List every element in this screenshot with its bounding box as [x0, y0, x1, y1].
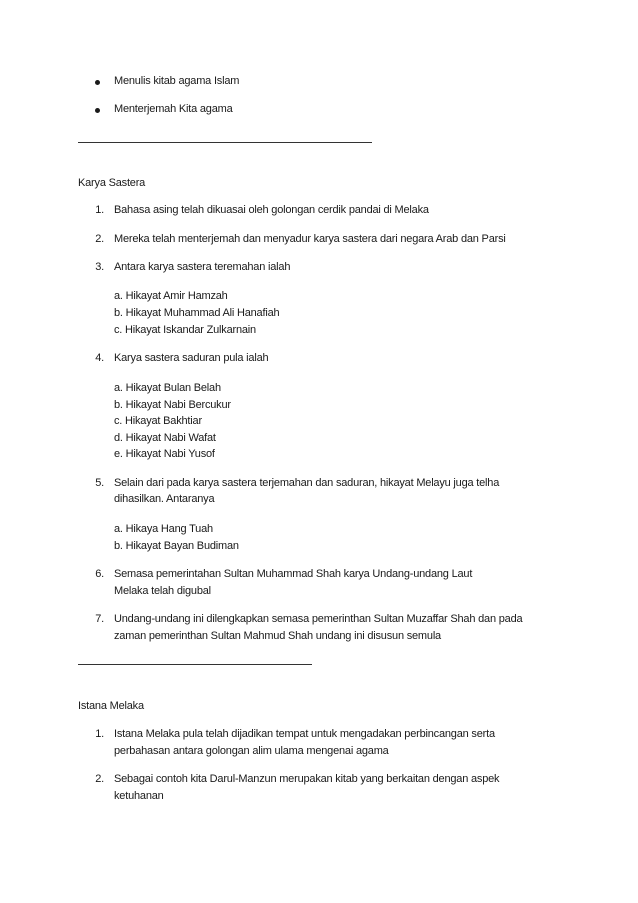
- item-number: 7.: [95, 613, 104, 625]
- item-text: perbahasan antara golongan alim ulama mengenai agama: [114, 745, 389, 757]
- item-number: 6.: [95, 568, 104, 580]
- separator-line: [78, 142, 372, 143]
- section-heading: Karya Sastera: [78, 177, 146, 189]
- item-text: Karya sastera saduran pula ialah: [114, 352, 269, 364]
- sub-item: b. Hikayat Bayan Budiman: [114, 540, 239, 552]
- item-text: ketuhanan: [114, 790, 164, 802]
- item-text: Melaka telah digubal: [114, 585, 211, 597]
- item-number: 2.: [95, 233, 104, 245]
- bullet-text: Menulis kitab agama Islam: [114, 75, 240, 87]
- item-text: Antara karya sastera teremahan ialah: [114, 261, 291, 273]
- item-text: Mereka telah menterjemah dan menyadur karya sastera dari negara Arab dan Parsi: [114, 233, 506, 245]
- item-number: 3.: [95, 261, 104, 273]
- bullet-marker: [95, 80, 100, 85]
- item-number: 5.: [95, 477, 104, 489]
- item-number: 1.: [95, 204, 104, 216]
- bullet-text: Menterjemah Kita agama: [114, 103, 233, 115]
- sub-item: c. Hikayat Bakhtiar: [114, 415, 202, 427]
- sub-item: b. Hikayat Nabi Bercukur: [114, 399, 231, 411]
- item-text: Undang-undang ini dilengkapkan semasa pemerinthan Sultan Muzaffar Shah dan pada: [114, 613, 523, 625]
- sub-item: e. Hikayat Nabi Yusof: [114, 448, 215, 460]
- item-text: Semasa pemerintahan Sultan Muhammad Shah karya Undang-undang Laut: [114, 568, 473, 580]
- item-text: Bahasa asing telah dikuasai oleh golongan cerdik pandai di Melaka: [114, 204, 429, 216]
- sub-item: d. Hikayat Nabi Wafat: [114, 432, 216, 444]
- item-text: zaman pemerinthan Sultan Mahmud Shah undang ini disusun semula: [114, 630, 441, 642]
- item-text: Selain dari pada karya sastera terjemahan dan saduran, hikayat Melayu juga telha: [114, 477, 500, 489]
- bullet-marker: [95, 108, 100, 113]
- item-text: Istana Melaka pula telah dijadikan tempat untuk mengadakan perbincangan serta: [114, 728, 495, 740]
- sub-item: a. Hikayat Bulan Belah: [114, 382, 221, 394]
- item-number: 1.: [95, 728, 104, 740]
- item-text: dihasilkan. Antaranya: [114, 493, 215, 505]
- sub-item: a. Hikaya Hang Tuah: [114, 523, 213, 535]
- sub-item: a. Hikayat Amir Hamzah: [114, 290, 228, 302]
- section-heading: Istana Melaka: [78, 700, 144, 712]
- item-text: Sebagai contoh kita Darul-Manzun merupakan kitab yang berkaitan dengan aspek: [114, 773, 500, 785]
- item-number: 4.: [95, 352, 104, 364]
- sub-item: b. Hikayat Muhammad Ali Hanafiah: [114, 307, 280, 319]
- sub-item: c. Hikayat Iskandar Zulkarnain: [114, 324, 256, 336]
- separator-line: [78, 664, 312, 665]
- item-number: 2.: [95, 773, 104, 785]
